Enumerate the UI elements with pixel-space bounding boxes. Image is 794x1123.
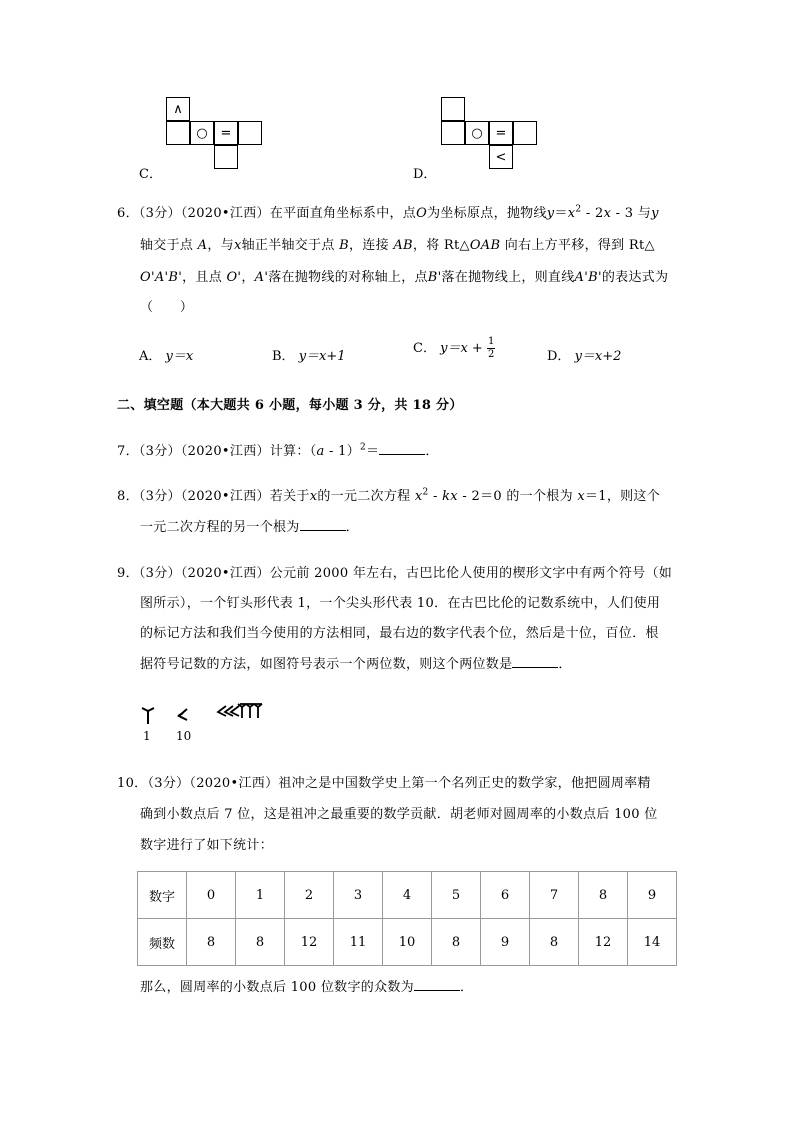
table-cell: 7	[530, 872, 579, 919]
option-c-label: C．	[139, 167, 162, 182]
table-cell: 9	[481, 919, 530, 966]
table-cell: 8	[530, 919, 579, 966]
q8-line-1: 8．（3分）（2020•江西）若关于x的一元二次方程 $x^2$ - kx - 2＝0 的一个根为 x＝1，则这个	[117, 487, 661, 504]
net-c-cell-circle	[190, 121, 214, 145]
answer-blank[interactable]	[512, 655, 558, 668]
q7: 7．（3分）（2020•江西）计算：（a - 1）$^2$＝ ．	[117, 442, 439, 459]
q9-line-3: 的标记方法和我们当今使用的方法相同，最右边的数字代表个位，然后是十位，百位．根	[140, 626, 659, 641]
net-d-cell	[441, 121, 465, 145]
table-cell: 3	[334, 872, 383, 919]
table-cell: 8	[187, 919, 236, 966]
net-d-cell-less	[489, 145, 513, 169]
cuneiform-figure	[138, 700, 270, 744]
table-cell: 8	[432, 919, 481, 966]
net-d-cell	[513, 121, 537, 145]
table-cell: 5	[432, 872, 481, 919]
net-c-cell-top	[166, 97, 190, 121]
option-d-label: D．	[413, 167, 437, 182]
table-cell: 9	[628, 872, 677, 919]
table-cell: 6	[481, 872, 530, 919]
section-2-heading: 二、填空题（本大题共 6 小题，每小题 3 分，共 18 分）	[117, 398, 463, 413]
pi-digit-frequency-table	[137, 871, 677, 966]
q8-line-2: 一元二次方程的另一个根为 ．	[140, 520, 359, 535]
label-one: 1	[143, 729, 151, 743]
label-ten: 10	[176, 729, 192, 743]
q6-line-2: 轴交于点 A，与x轴正半轴交于点 B，连接 AB，将 Rt△OAB 向右上方平移，得到 Rt△	[140, 238, 655, 253]
table-cell: 1	[236, 872, 285, 919]
wedge-symbol-icon	[178, 709, 187, 720]
table-cell: 8	[236, 919, 285, 966]
table-cell: 10	[383, 919, 432, 966]
table-cell: 12	[579, 919, 628, 966]
q6-option-d: D． y＝x+2	[547, 349, 622, 364]
table-row-frequencies	[138, 919, 677, 966]
q6-option-a: A． y＝x	[139, 349, 194, 364]
net-c-cell-equal	[214, 121, 238, 145]
table-cell: 12	[285, 919, 334, 966]
table-cell: 4	[383, 872, 432, 919]
q6-option-b: B． y＝x+1	[272, 349, 346, 364]
circle-symbol: ○	[196, 125, 208, 141]
table-cell: 2	[285, 872, 334, 919]
q6-line-1: 6．（3分）（2020•江西）在平面直角坐标系中，点O为坐标原点，抛物线$y=x^2 - 2x - 3$ 与y	[117, 204, 659, 221]
q9-line-2: 图所示），一个钉头形代表 1，一个尖头形代表 10．在古巴比伦的记数系统中，人们使用	[140, 596, 661, 611]
q10-line-2: 确到小数点后 7 位，这是祖冲之最重要的数学贡献．胡老师对圆周率的小数点后 100 位	[140, 807, 658, 822]
equal-symbol: =	[495, 125, 507, 141]
q10-line-3: 数字进行了如下统计：	[140, 838, 274, 853]
nail-symbol-icon	[142, 708, 154, 724]
table-row-digits	[138, 872, 677, 919]
answer-blank[interactable]	[300, 518, 346, 531]
net-d-cell	[441, 97, 465, 121]
circle-symbol: ○	[471, 125, 483, 141]
table-cell: 8	[579, 872, 628, 919]
wedge-symbol: ∧	[173, 101, 183, 117]
net-c-cell	[166, 121, 190, 145]
net-d-cell-circle	[465, 121, 489, 145]
q9-line-4: 据符号记数的方法，如图符号表示一个两位数，则这个两位数是 ．	[140, 657, 572, 672]
combined-cuneiform-icon	[218, 704, 262, 718]
table-header-cell: 频数	[138, 919, 187, 966]
q9-line-1: 9．（3分）（2020•江西）公元前 2000 年左右，古巴比伦人使用的楔形文字中有两个符号（如	[117, 566, 673, 581]
table-cell: 0	[187, 872, 236, 919]
equal-symbol: =	[220, 125, 232, 141]
net-c-cell	[238, 121, 262, 145]
answer-blank[interactable]	[414, 978, 460, 991]
q10-line-1: 10．（3分）（2020•江西）祖冲之是中国数学史上第一个名列正史的数学家，他把圆周率精	[117, 776, 651, 791]
net-c-cell	[214, 145, 238, 169]
table-cell: 11	[334, 919, 383, 966]
fraction-one-half: $\frac{1}{2}$	[487, 336, 495, 360]
table-cell: 14	[628, 919, 677, 966]
table-header-cell: 数字	[138, 872, 187, 919]
q6-answer-paren: （ ）	[140, 300, 194, 315]
answer-blank[interactable]	[379, 442, 425, 455]
net-d-cell-equal	[489, 121, 513, 145]
q6-line-3: O'A'B'，且点 O'，A'落在抛物线的对称轴上，点B'落在抛物线上，则直线A'B'的表达式为	[140, 270, 669, 285]
q10-after: 那么，圆周率的小数点后 100 位数字的众数为 ．	[140, 980, 474, 995]
less-than-symbol: <	[495, 149, 507, 165]
q6-option-c: C． y＝x + $\frac{1}{2}$	[413, 336, 495, 360]
